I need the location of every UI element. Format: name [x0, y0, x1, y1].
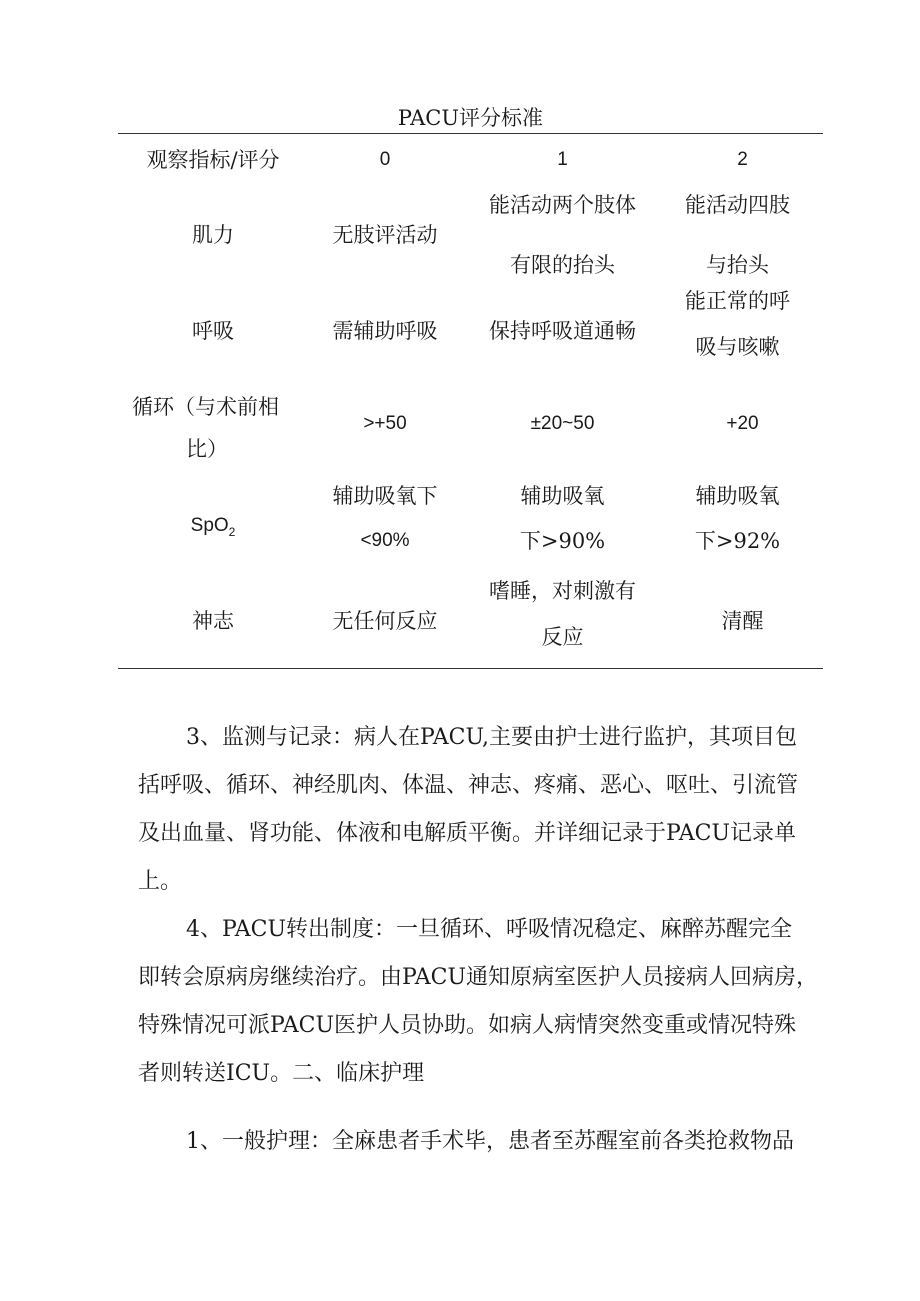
table-top-rule — [118, 133, 823, 134]
row-consciousness-score-1: 嗜睡，对刺激有 反应 — [489, 579, 636, 649]
row-consciousness-indicator: 神志 — [192, 609, 234, 633]
row-muscle-indicator: 肌力 — [192, 223, 234, 247]
table-caption: PACU评分标准 — [397, 106, 544, 130]
row-circulation-score-0: >+50 — [363, 413, 407, 434]
row-circulation-score-1: ±20~50 — [530, 413, 595, 434]
paragraph-transfer: 4、PACU转出制度：一旦循环、呼吸情况稳定、麻醉苏醒完全 即转会原病房继续治疗。由PACU通知原病室医护人员接病人回病房， 特殊情况可派PACU医护人员协助。如病人病情突然变重或情况特殊 者则转送ICU。二、临床护理 — [138, 917, 819, 1086]
row-consciousness-score-2: 清醒 — [721, 609, 764, 633]
header-score-0: 0 — [379, 149, 391, 170]
row-muscle-score-0: 无肢评活动 — [332, 223, 438, 247]
row-spo2-score-1: 辅助吸氧 下>90% — [519, 484, 606, 553]
row-spo2-indicator: SpO$_2$ — [190, 515, 236, 539]
row-circulation-score-2: +20 — [726, 413, 759, 434]
paragraph-general-care: 1、一般护理：全麻患者手术毕，患者至苏醒室前各类抢救物品 — [186, 1129, 794, 1154]
paragraph-monitoring: 3、监测与记录：病人在PACU,主要由护士进行监护，其项目包 括呼吸、循环、神经肌肉、体温、神志、疼痛、恶心、呕吐、引流管 及出血量、肾功能、体液和电解质平衡。并详细记录于PACU记录单 上。 — [138, 725, 799, 894]
table-bottom-rule — [118, 668, 823, 669]
row-muscle-score-1: 能活动两个肢体 有限的抬头 — [489, 193, 636, 277]
header-score-1: 1 — [557, 149, 568, 170]
row-muscle-score-2: 能活动四肢 与抬头 — [685, 193, 790, 277]
row-breathing-score-1: 保持呼吸道通畅 — [489, 319, 636, 343]
row-circulation-indicator: 循环（与术前相 比） — [132, 395, 279, 461]
row-breathing-score-2: 能正常的呼 吸与咳嗽 — [685, 289, 790, 359]
row-spo2-score-2: 辅助吸氧 下>92% — [694, 484, 781, 553]
row-breathing-score-0: 需辅助呼吸 — [332, 319, 438, 343]
row-consciousness-score-0: 无任何反应 — [332, 609, 438, 633]
header-indicator: 观察指标/评分 — [146, 148, 280, 172]
row-breathing-indicator: 呼吸 — [192, 319, 234, 343]
header-score-2: 2 — [737, 149, 748, 170]
row-spo2-score-0: 辅助吸氧下 <90% — [332, 484, 438, 551]
